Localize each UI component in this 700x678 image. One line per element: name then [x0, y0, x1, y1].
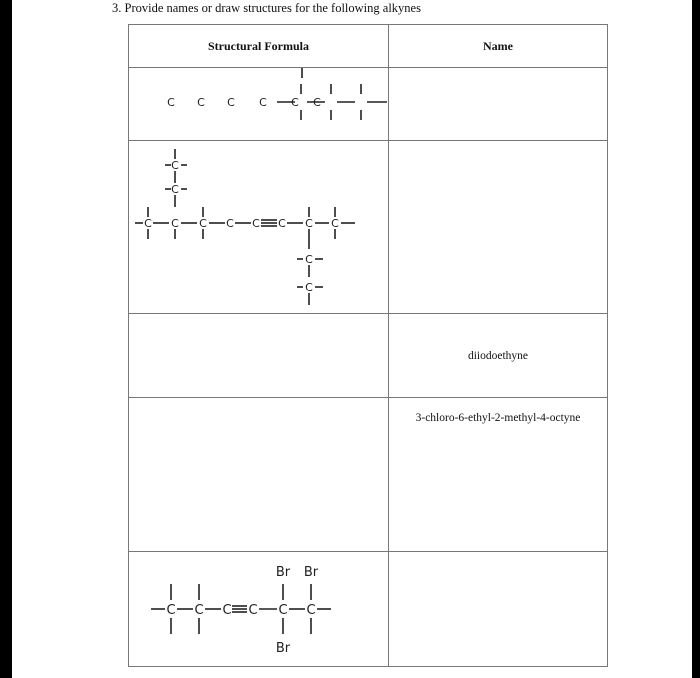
structure-5-bonds [151, 584, 331, 634]
atom-c: C [278, 603, 288, 618]
name-cell [389, 68, 608, 141]
table-row [129, 141, 608, 314]
atom-c: C [171, 159, 179, 172]
formula-cell [129, 68, 389, 141]
header-row [129, 25, 608, 68]
atom-c: C [227, 96, 235, 109]
atom-br: Br [275, 565, 291, 580]
atom-c: C [167, 96, 175, 109]
structure-1-atoms [167, 96, 321, 109]
structure-2-atoms [144, 159, 339, 294]
atom-c: C [305, 217, 313, 230]
atom-c: C [222, 603, 232, 618]
atom-c: C [291, 96, 299, 109]
table-row [129, 314, 608, 398]
structure-2-bonds [135, 149, 355, 305]
name-cell: diiodoethyne [389, 314, 608, 398]
right-black-border [692, 0, 700, 678]
atom-c: C [248, 603, 258, 618]
atom-c: C [144, 217, 152, 230]
header-name: Name [389, 25, 608, 68]
structure-1 [129, 68, 388, 140]
atom-c: C [252, 217, 260, 230]
atom-c: C [197, 96, 205, 109]
left-black-border [0, 0, 12, 678]
name-cell [389, 552, 608, 667]
structure-2 [129, 141, 388, 313]
atom-c: C [194, 603, 204, 618]
table-row [129, 398, 608, 552]
structure-5-atoms [166, 565, 318, 656]
atom-c: C [313, 96, 321, 109]
name-cell [389, 141, 608, 314]
formula-cell [129, 314, 389, 398]
atom-c: C [278, 217, 286, 230]
formula-cell [129, 141, 389, 314]
table-row [129, 552, 608, 667]
atom-c: C [166, 603, 176, 618]
atom-c: C [331, 217, 339, 230]
atom-br: Br [275, 641, 291, 656]
formula-cell [129, 398, 389, 552]
atom-c: C [305, 281, 313, 294]
table-row [129, 68, 608, 141]
header-structural-formula: Structural Formula [129, 25, 389, 68]
atom-c: C [259, 96, 267, 109]
atom-c: C [226, 217, 234, 230]
atom-c: C [305, 253, 313, 266]
structure-5 [129, 552, 388, 666]
atom-c: C [199, 217, 207, 230]
formula-cell [129, 552, 389, 667]
alkyne-table [128, 24, 608, 667]
atom-br: Br [303, 565, 319, 580]
atom-c: C [171, 217, 179, 230]
atom-c: C [306, 603, 316, 618]
name-cell: 3-chloro-6-ethyl-2-methyl-4-octyne [389, 398, 608, 552]
atom-c: C [171, 183, 179, 196]
question-text: 3. Provide names or draw structures for the following alkynes [112, 1, 421, 15]
